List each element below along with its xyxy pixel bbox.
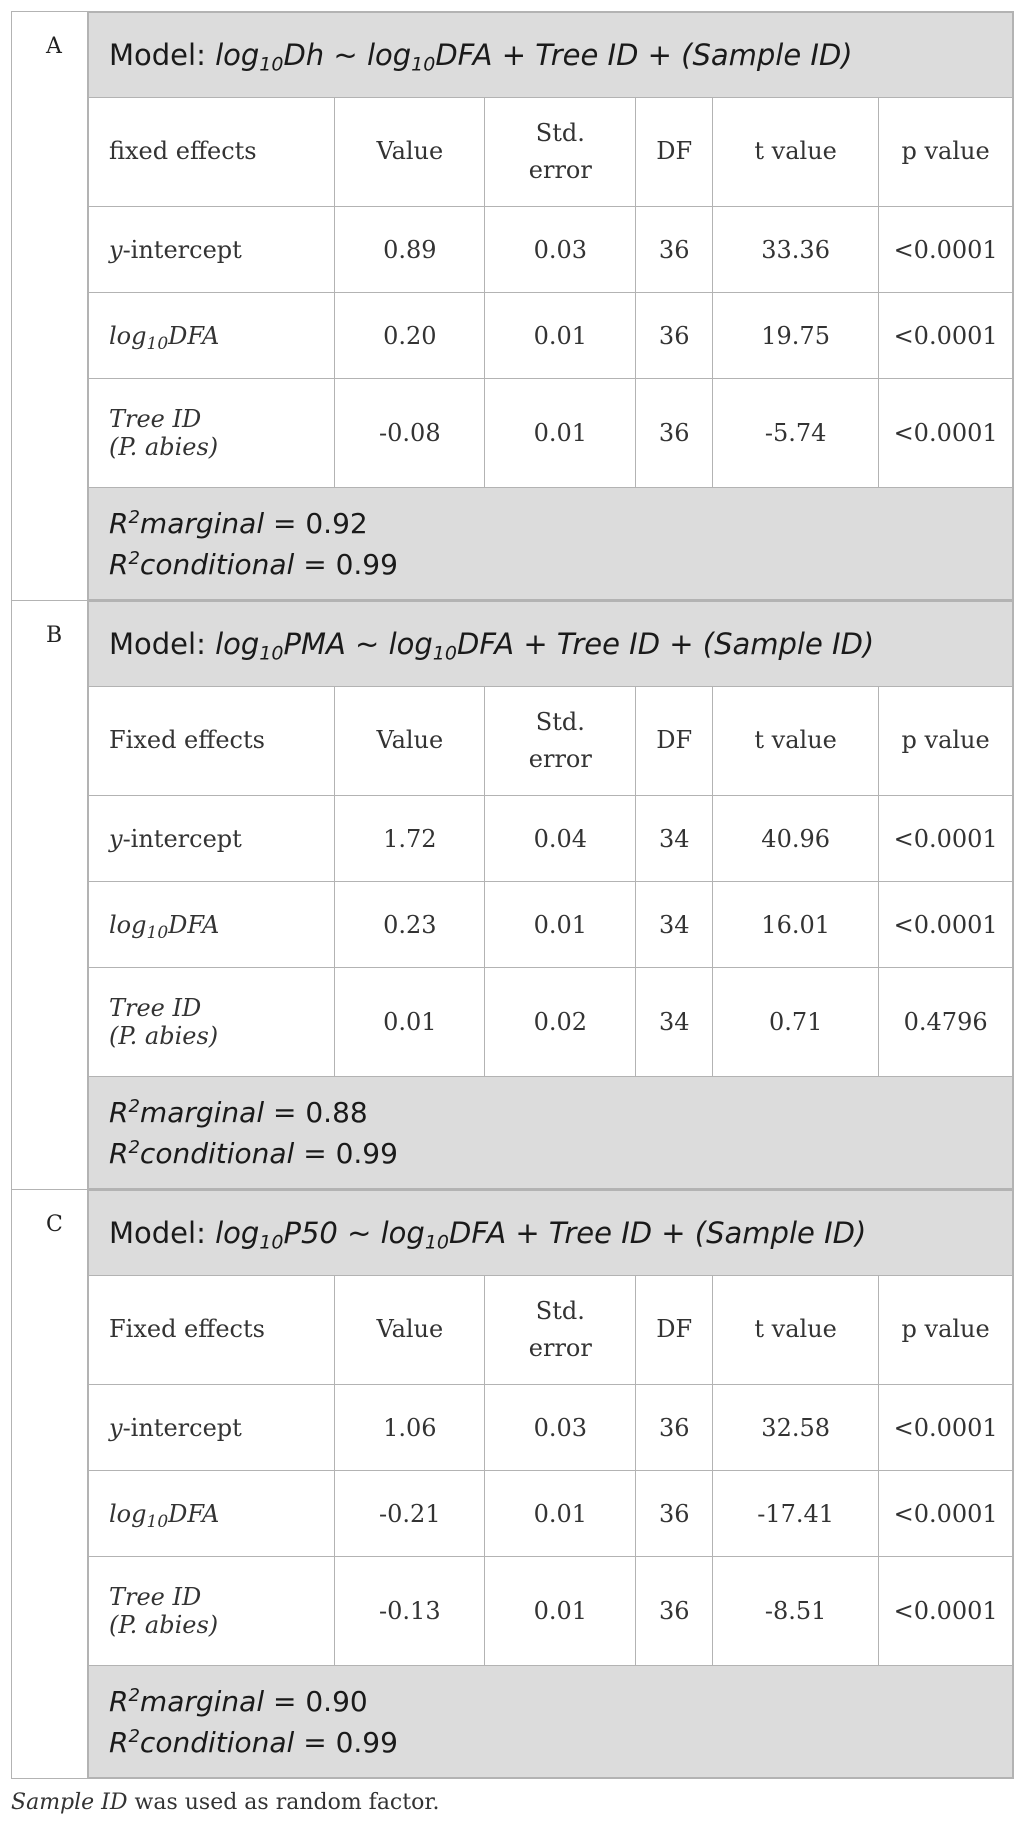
row-label-log bbox=[109, 910, 220, 943]
cell-t-value: 0.71 bbox=[713, 968, 879, 1077]
header-p-value: p value bbox=[879, 98, 1013, 207]
model-formula bbox=[89, 1191, 1013, 1276]
row-label-line1: Tree ID bbox=[109, 405, 202, 433]
row-label-tree bbox=[109, 994, 218, 1050]
row-label-y: y bbox=[109, 235, 123, 264]
row-label-y: y bbox=[109, 824, 123, 853]
row-label-log-base: log bbox=[109, 1499, 147, 1528]
row-label bbox=[89, 1557, 335, 1666]
row-label-rest: -intercept bbox=[122, 235, 242, 264]
row-label bbox=[89, 293, 335, 379]
model-tilde: ~ bbox=[345, 627, 389, 661]
r2-conditional bbox=[109, 1722, 1012, 1763]
panel-b bbox=[12, 601, 1014, 1190]
lhs-var: P50 bbox=[283, 1216, 338, 1250]
row-label-log-var: DFA bbox=[168, 910, 220, 939]
lhs-sub: 10 bbox=[259, 1231, 284, 1254]
model-tilde: ~ bbox=[324, 38, 367, 72]
header-std-line1: Std. bbox=[535, 1296, 585, 1325]
r2-marginal bbox=[109, 503, 1012, 544]
cell-std-error: 0.01 bbox=[485, 1557, 636, 1666]
header-value: Value bbox=[335, 1276, 485, 1385]
table-row bbox=[89, 882, 1013, 968]
rhs-sub: 10 bbox=[411, 53, 436, 76]
lhs-log: log bbox=[215, 627, 260, 661]
cell-value: 0.01 bbox=[335, 968, 485, 1077]
header-df: DF bbox=[636, 98, 713, 207]
r2-base: R bbox=[109, 1095, 129, 1129]
model-formula bbox=[89, 13, 1013, 98]
cell-p-value: <0.0001 bbox=[879, 1557, 1013, 1666]
header-std-line2: error bbox=[528, 156, 592, 184]
model-prefix: Model: bbox=[109, 38, 216, 72]
row-label-log bbox=[109, 321, 220, 354]
cell-df: 36 bbox=[636, 379, 713, 488]
cell-t-value: 33.36 bbox=[713, 207, 879, 293]
cell-std-error: 0.02 bbox=[485, 968, 636, 1077]
table-footnote bbox=[11, 1790, 439, 1815]
r2-conditional-value: = 0.99 bbox=[294, 547, 398, 581]
cell-df: 34 bbox=[636, 796, 713, 882]
model-formula bbox=[89, 602, 1013, 687]
table-row bbox=[89, 968, 1013, 1077]
r2-conditional bbox=[109, 544, 1012, 585]
header-fixed-effects: fixed effects bbox=[89, 98, 335, 207]
row-label-line1: Tree ID bbox=[109, 994, 202, 1022]
cell-p-value: <0.0001 bbox=[879, 379, 1013, 488]
r2-marginal-value: = 0.92 bbox=[264, 506, 368, 540]
lhs-sub: 10 bbox=[259, 53, 284, 76]
cell-value: 0.89 bbox=[335, 207, 485, 293]
header-std-line1: Std. bbox=[535, 118, 585, 147]
header-row bbox=[89, 687, 1013, 796]
cell-value: 1.72 bbox=[335, 796, 485, 882]
footnote-text: was used as random factor. bbox=[127, 1790, 440, 1815]
header-row bbox=[89, 1276, 1013, 1385]
r2-summary bbox=[89, 488, 1013, 600]
row-label-log-var: DFA bbox=[168, 1499, 220, 1528]
header-row bbox=[89, 98, 1013, 207]
row-label-line2: (P. abies) bbox=[109, 433, 219, 461]
r2-base: R bbox=[109, 547, 129, 581]
r2-row bbox=[89, 488, 1013, 600]
table-row bbox=[89, 1557, 1013, 1666]
r2-row bbox=[89, 1077, 1013, 1189]
row-label-log-sub: 10 bbox=[146, 333, 169, 354]
row-label-log bbox=[109, 1499, 220, 1532]
cell-value: 0.20 bbox=[335, 293, 485, 379]
cell-df: 36 bbox=[636, 293, 713, 379]
header-p-value: p value bbox=[879, 1276, 1013, 1385]
r2-marginal-value: = 0.88 bbox=[264, 1095, 368, 1129]
cell-t-value: 16.01 bbox=[713, 882, 879, 968]
cell-value: -0.13 bbox=[335, 1557, 485, 1666]
r2-summary bbox=[89, 1666, 1013, 1778]
r2-sup: 2 bbox=[128, 1725, 140, 1747]
r2-conditional-value: = 0.99 bbox=[294, 1136, 398, 1170]
lhs-var: PMA bbox=[283, 627, 346, 661]
r2-symbol bbox=[109, 1685, 264, 1718]
table-row bbox=[89, 796, 1013, 882]
header-std-line1: Std. bbox=[535, 707, 585, 736]
r2-symbol bbox=[109, 1096, 264, 1129]
cell-value: -0.21 bbox=[335, 1471, 485, 1557]
row-label-line1: Tree ID bbox=[109, 1583, 202, 1611]
cell-std-error: 0.03 bbox=[485, 207, 636, 293]
r2-conditional-label: conditional bbox=[139, 547, 295, 581]
panel-table bbox=[88, 601, 1013, 1189]
cell-df: 36 bbox=[636, 1385, 713, 1471]
r2-marginal-label: marginal bbox=[139, 1684, 265, 1718]
r2-base: R bbox=[109, 1136, 129, 1170]
row-label bbox=[89, 207, 335, 293]
cell-std-error: 0.03 bbox=[485, 1385, 636, 1471]
row-label bbox=[89, 882, 335, 968]
model-row bbox=[89, 602, 1013, 687]
results-table-wrapper bbox=[11, 11, 1014, 1779]
model-lhs bbox=[215, 38, 853, 76]
header-std-error bbox=[485, 687, 636, 796]
model-prefix: Model: bbox=[109, 1216, 216, 1250]
model-prefix: Model: bbox=[109, 627, 216, 661]
cell-std-error: 0.01 bbox=[485, 293, 636, 379]
cell-value: 1.06 bbox=[335, 1385, 485, 1471]
cell-df: 34 bbox=[636, 882, 713, 968]
model-tilde: ~ bbox=[337, 1216, 381, 1250]
panel-c bbox=[12, 1190, 1014, 1779]
cell-df: 36 bbox=[636, 207, 713, 293]
r2-symbol bbox=[109, 1726, 294, 1759]
lhs-sub: 10 bbox=[259, 642, 284, 665]
header-std-error bbox=[485, 98, 636, 207]
cell-std-error: 0.01 bbox=[485, 379, 636, 488]
cell-p-value: <0.0001 bbox=[879, 1471, 1013, 1557]
row-label-rest: -intercept bbox=[122, 1413, 242, 1442]
cell-p-value: <0.0001 bbox=[879, 1385, 1013, 1471]
header-t-value: t value bbox=[713, 687, 879, 796]
rhs-sub: 10 bbox=[424, 1231, 450, 1254]
model-row bbox=[89, 1191, 1013, 1276]
row-label-line2: (P. abies) bbox=[109, 1611, 219, 1639]
r2-marginal-label: marginal bbox=[139, 506, 265, 540]
footnote-italic: Sample ID bbox=[11, 1790, 128, 1815]
rhs-log: log bbox=[388, 627, 433, 661]
cell-df: 34 bbox=[636, 968, 713, 1077]
rhs-log: log bbox=[366, 38, 412, 72]
r2-symbol bbox=[109, 507, 264, 540]
r2-conditional-label: conditional bbox=[139, 1136, 295, 1170]
r2-sup: 2 bbox=[128, 506, 140, 528]
rhs-log: log bbox=[380, 1216, 425, 1250]
cell-t-value: -17.41 bbox=[713, 1471, 879, 1557]
row-label-log-sub: 10 bbox=[146, 922, 169, 943]
header-t-value: t value bbox=[713, 1276, 879, 1385]
rhs-rest: DFA + Tree ID + (Sample ID) bbox=[449, 1216, 867, 1250]
panel-letter: A bbox=[12, 12, 88, 601]
row-label-line2: (P. abies) bbox=[109, 1022, 219, 1050]
table-row bbox=[89, 293, 1013, 379]
row-label bbox=[89, 796, 335, 882]
panel-table bbox=[88, 12, 1013, 600]
r2-conditional-label: conditional bbox=[139, 1725, 295, 1759]
panel-content bbox=[88, 12, 1014, 601]
row-label-rest: -intercept bbox=[122, 824, 242, 853]
cell-p-value: <0.0001 bbox=[879, 207, 1013, 293]
r2-conditional bbox=[109, 1133, 1012, 1174]
cell-std-error: 0.01 bbox=[485, 1471, 636, 1557]
header-std-line2: error bbox=[528, 1334, 592, 1362]
r2-symbol bbox=[109, 548, 294, 581]
cell-value: 0.23 bbox=[335, 882, 485, 968]
r2-sup: 2 bbox=[128, 547, 140, 569]
lhs-log: log bbox=[215, 38, 260, 72]
row-label-log-base: log bbox=[109, 910, 147, 939]
header-df: DF bbox=[636, 1276, 713, 1385]
cell-value: -0.08 bbox=[335, 379, 485, 488]
header-value: Value bbox=[335, 687, 485, 796]
row-label-y: y bbox=[109, 1413, 123, 1442]
cell-p-value: <0.0001 bbox=[879, 796, 1013, 882]
results-table bbox=[11, 11, 1014, 1779]
panel-content bbox=[88, 1190, 1014, 1779]
header-value: Value bbox=[335, 98, 485, 207]
header-p-value: p value bbox=[879, 687, 1013, 796]
cell-t-value: 19.75 bbox=[713, 293, 879, 379]
cell-p-value: 0.4796 bbox=[879, 968, 1013, 1077]
lhs-log: log bbox=[215, 1216, 260, 1250]
row-label-log-var: DFA bbox=[168, 321, 220, 350]
cell-std-error: 0.04 bbox=[485, 796, 636, 882]
r2-symbol bbox=[109, 1137, 294, 1170]
cell-df: 36 bbox=[636, 1471, 713, 1557]
r2-marginal-value: = 0.90 bbox=[264, 1684, 368, 1718]
panel-letter: B bbox=[12, 601, 88, 1190]
r2-sup: 2 bbox=[128, 1095, 140, 1117]
cell-p-value: <0.0001 bbox=[879, 882, 1013, 968]
cell-std-error: 0.01 bbox=[485, 882, 636, 968]
cell-t-value: 40.96 bbox=[713, 796, 879, 882]
row-label-log-base: log bbox=[109, 321, 147, 350]
r2-sup: 2 bbox=[128, 1684, 140, 1706]
row-label bbox=[89, 379, 335, 488]
row-label-tree bbox=[109, 1583, 218, 1639]
r2-marginal bbox=[109, 1681, 1012, 1722]
rhs-rest: DFA + Tree ID + (Sample ID) bbox=[435, 38, 853, 72]
model-lhs bbox=[215, 627, 875, 665]
row-label bbox=[89, 968, 335, 1077]
cell-t-value: -5.74 bbox=[713, 379, 879, 488]
header-df: DF bbox=[636, 687, 713, 796]
r2-sup: 2 bbox=[128, 1136, 140, 1158]
row-label bbox=[89, 1471, 335, 1557]
cell-df: 36 bbox=[636, 1557, 713, 1666]
table-row bbox=[89, 1471, 1013, 1557]
panel-content bbox=[88, 601, 1014, 1190]
r2-row bbox=[89, 1666, 1013, 1778]
cell-t-value: -8.51 bbox=[713, 1557, 879, 1666]
r2-base: R bbox=[109, 506, 129, 540]
row-label bbox=[89, 1385, 335, 1471]
cell-t-value: 32.58 bbox=[713, 1385, 879, 1471]
panel-letter: C bbox=[12, 1190, 88, 1779]
table-row bbox=[89, 1385, 1013, 1471]
header-fixed-effects: Fixed effects bbox=[89, 687, 335, 796]
r2-base: R bbox=[109, 1684, 129, 1718]
rhs-rest: DFA + Tree ID + (Sample ID) bbox=[456, 627, 875, 661]
header-fixed-effects: Fixed effects bbox=[89, 1276, 335, 1385]
r2-base: R bbox=[109, 1725, 129, 1759]
model-row bbox=[89, 13, 1013, 98]
row-label-log-sub: 10 bbox=[146, 1511, 169, 1532]
cell-p-value: <0.0001 bbox=[879, 293, 1013, 379]
r2-conditional-value: = 0.99 bbox=[294, 1725, 398, 1759]
header-std-error bbox=[485, 1276, 636, 1385]
model-lhs bbox=[215, 1216, 867, 1254]
table-row bbox=[89, 207, 1013, 293]
r2-marginal-label: marginal bbox=[139, 1095, 265, 1129]
header-t-value: t value bbox=[713, 98, 879, 207]
rhs-sub: 10 bbox=[432, 642, 457, 665]
lhs-var: Dh bbox=[283, 38, 325, 72]
panel-table bbox=[88, 1190, 1013, 1778]
panel-a bbox=[12, 12, 1014, 601]
table-row bbox=[89, 379, 1013, 488]
r2-summary bbox=[89, 1077, 1013, 1189]
header-std-line2: error bbox=[528, 745, 592, 773]
r2-marginal bbox=[109, 1092, 1012, 1133]
row-label-tree bbox=[109, 405, 218, 461]
